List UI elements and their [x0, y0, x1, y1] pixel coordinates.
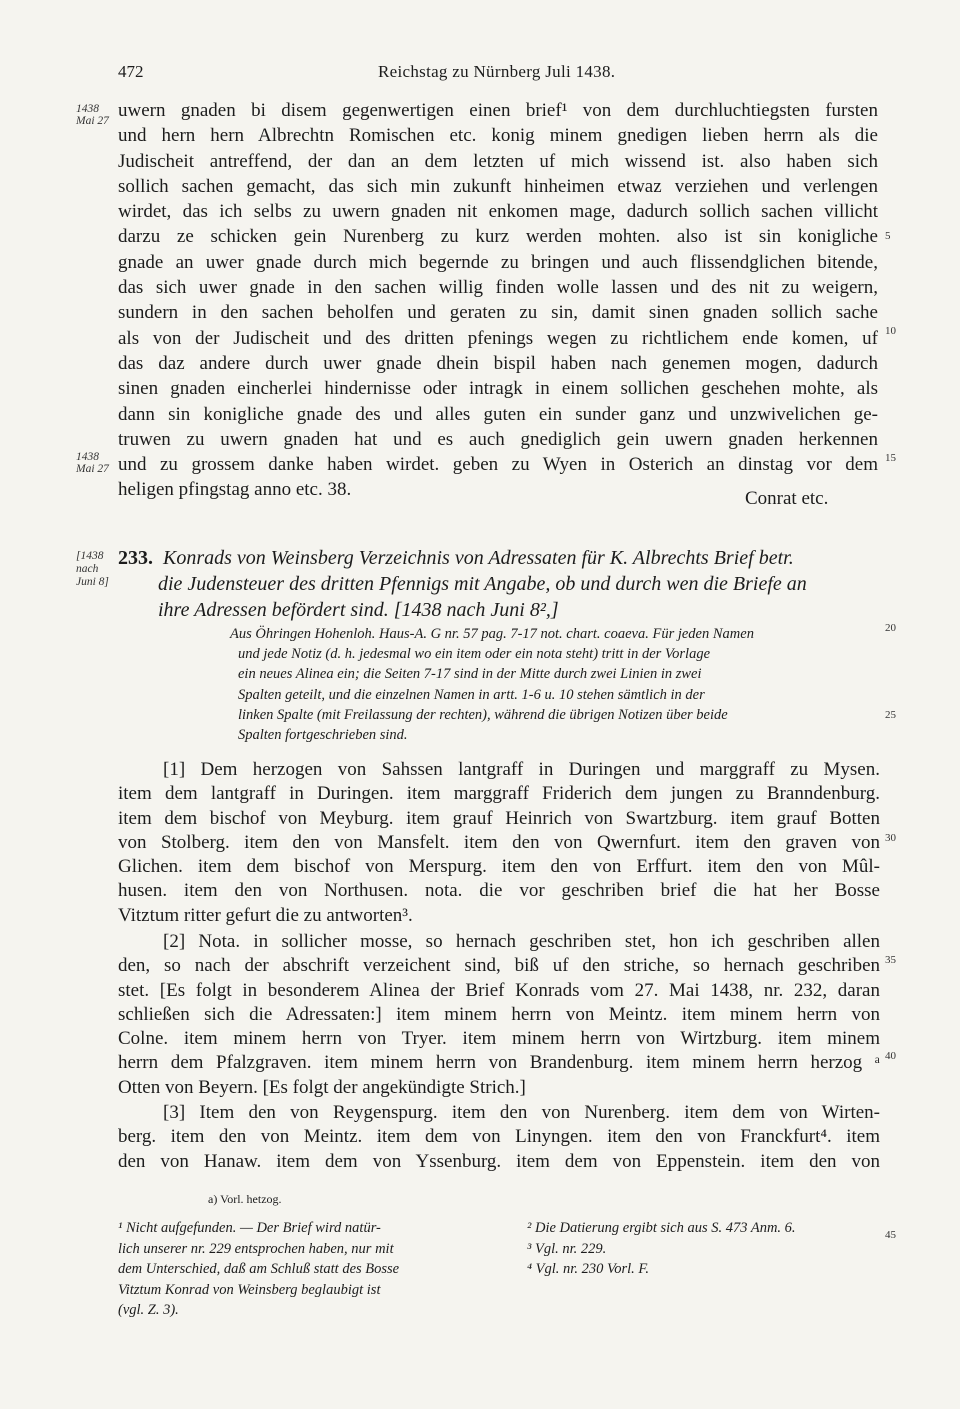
text-line: heligen pfingstag anno etc. 38.	[118, 479, 352, 501]
source-note	[230, 624, 880, 745]
text-line: den, so nach der abschrift verzeichent sind, biß uf den striche, so hernach geschriben	[118, 955, 880, 977]
paragraph-2	[118, 930, 880, 1100]
text-line: darzu ze schicken gein Nurenberg zu kurz werden mohten. also ist sin konigliche	[118, 226, 878, 248]
text-line: Vitztum ritter gefurt die zu antworten³.	[118, 904, 413, 926]
text-line: [2] Nota. in sollicher mosse, so hernach geschriben stet, hon ich geschriben allen	[163, 931, 880, 952]
line-number: 15	[885, 452, 896, 464]
footnote-line: dem Unterschied, daß am Schluß statt des Bosse	[118, 1261, 400, 1278]
line-number: 30	[885, 832, 896, 844]
page-number: 472	[118, 62, 144, 81]
footnote-line: ¹ Nicht aufgefunden. — Der Brief wird natür-	[118, 1220, 381, 1236]
heading-line: die Judensteuer des dritten Pfennigs mit Angabe, ob und durch wen die Briefe an	[158, 573, 807, 595]
text-line: als von der Judischeit und des dritten pfenings wegen zu richtlichem ende komen, uf	[118, 327, 878, 349]
text-line: [1] Dem herzogen von Sahssen lantgraff in Duringen und marggraff zu Mysen.	[163, 759, 880, 780]
heading-text: Konrads von Weinsberg Verzeichnis von Adressaten für K. Albrechts Brief betr.	[163, 547, 794, 569]
heading-line	[118, 545, 880, 571]
text-line: herrn dem Pfalzgraven. item minem herrn von Brandenburg. item minem herrn herzog ᵃ	[118, 1052, 880, 1074]
footnotes-right	[527, 1218, 887, 1280]
text-line: wirdet, das ich selbs zu uwern gnaden nit enkomen mage, dadurch sollich sachen villicht	[118, 201, 878, 223]
source-line: ein neues Alinea ein; die Seiten 7-17 sind in der Mitte durch zwei Linien in zwei	[238, 666, 702, 683]
source-line: Aus Öhringen Hohenloh. Haus-A. G nr. 57 pag. 7-17 not. chart. coaeva. Für jeden Namen	[230, 626, 754, 642]
variant-footnote: a) Vorl. hetzog.	[208, 1192, 282, 1206]
signature: Conrat etc.	[745, 488, 829, 509]
margin-date-year: 1438	[76, 451, 99, 463]
text-line: von Stolberg. item den von Mansfelt. item den von Qwernfurt. item den graven von	[118, 831, 880, 853]
paragraph-1	[118, 758, 880, 928]
text-line: und hern hern Albrechtn Romischen etc. konig minem gnedigen lieben herrn als die	[118, 125, 878, 147]
document-number: 233.	[118, 547, 153, 569]
line-number: 25	[885, 709, 896, 721]
text-line: schließen sich die Adressaten:] item minem herrn von Meintz. item minem herrn von	[118, 1003, 880, 1025]
source-line: linken Spalte (mit Freilassung der rechten), während die übrigen Notizen über beide	[238, 706, 728, 723]
source-line: Spalten fortgeschrieben sind.	[238, 727, 408, 744]
text-line: [3] Item den von Reygenspurg. item den von Nurenberg. item dem von Wirten-	[163, 1102, 880, 1123]
line-number: 45	[885, 1229, 896, 1241]
line-number: 40	[885, 1050, 896, 1062]
text-line: den von Hanaw. item dem von Yssenburg. item dem von Eppenstein. item den von	[118, 1150, 880, 1172]
document-margin-date	[76, 550, 109, 589]
margin-date-word: nach	[76, 563, 99, 575]
line-number: 20	[885, 622, 896, 634]
margin-date-bottom	[76, 451, 109, 475]
footnote-line: ³ Vgl. nr. 229.	[527, 1240, 607, 1257]
text-line: gnade an uwer gnade durch mich begernde zu bringen und auch flissendglichen bitende,	[118, 251, 878, 273]
margin-date-year: [1438	[76, 550, 104, 562]
footnotes-left	[118, 1218, 488, 1321]
running-title: Reichstag zu Nürnberg Juli 1438.	[378, 62, 616, 81]
text-line: sinen gnaden eincherlei hindernisse oder intragk in einem sollichen geschehen mohte, als	[118, 378, 878, 400]
margin-date-day: Mai 27	[76, 463, 109, 475]
text-line: das daz andere durch uwer gnade dhein bispil haben nach genemen mogen, dadurch	[118, 352, 878, 374]
paragraph-3	[118, 1101, 880, 1174]
line-number: 10	[885, 325, 896, 337]
footnote-line: Vitztum Konrad von Weinsberg beglaubigt ist	[118, 1281, 381, 1298]
text-line: Glichen. item dem bischof von Merspurg. item den von Erffurt. item den von Mûl-	[118, 856, 880, 878]
text-line: stet. [Es folgt in besonderem Alinea der Brief Konrads vom 27. Mai 1438, nr. 232, daran	[118, 979, 880, 1001]
footnote-line: ⁴ Vgl. nr. 230 Vorl. F.	[527, 1261, 649, 1278]
heading-line: ihre Adressen befördert sind. [1438 nach Juni 8²,]	[158, 599, 559, 621]
text-line: berg. item den von Meintz. item dem von Linyngen. item den von Franckfurt⁴. item	[118, 1126, 880, 1148]
text-line: husen. item den von Northusen. nota. die vor geschriben brief die hat her Bosse	[118, 880, 880, 902]
text-line: und zu grossem danke haben wirdet. geben zu Wyen in Osterich an dinstag vor dem	[118, 454, 878, 476]
footnote-line: ² Die Datierung ergibt sich aus S. 473 Anm. 6.	[527, 1220, 796, 1236]
source-line: Spalten geteilt, und die einzelnen Namen in artt. 1-6 u. 10 stehen sämtlich in der	[238, 686, 705, 703]
text-line: dann sin konigliche gnade des und alles guten ein sunder ganz und unzwivelichen ge-	[118, 403, 878, 425]
line-number: 35	[885, 954, 896, 966]
text-line: sollich sachen gemacht, das sich min zukunft hinheimen etwaz verziehen und verlengen	[118, 175, 878, 197]
footnote-line: (vgl. Z. 3).	[118, 1302, 179, 1319]
line-number: 5	[885, 230, 891, 242]
margin-date-top	[76, 103, 109, 127]
footnote-line: lich unserer nr. 229 entsprochen haben, nur mit	[118, 1240, 394, 1257]
text-line: Judischeit antreffend, der dan an dem letzten uf mich wissend ist. also haben sich	[118, 150, 878, 172]
margin-date-year: 1438	[76, 103, 99, 115]
text-line: item dem bischof von Meyburg. item grauf Heinrich von Swartzburg. item grauf Botten	[118, 807, 880, 829]
text-line: Colne. item minem herrn von Tryer. item minem herrn von Wirtzburg. item minem	[118, 1028, 880, 1050]
margin-date-day: Mai 27	[76, 115, 109, 127]
text-line: Otten von Beyern. [Es folgt der angekündigte Strich.]	[118, 1076, 526, 1098]
text-line: das sich uwer gnade in den sachen willig finden wolle lassen und des nit zu weigern,	[118, 277, 878, 299]
document-heading	[118, 545, 880, 623]
text-line: sundern in den sachen beholfen und geraten zu sin, damit sinen gnaden sollich sache	[118, 302, 878, 324]
margin-date-day: Juni 8]	[76, 576, 109, 588]
text-line: truwen zu uwern gnaden hat und es auch gnediglich gein uwern gnaden herkennen	[118, 428, 878, 450]
text-line: uwern gnaden bi disem gegenwertigen einen brief¹ von dem durchluchtiegsten fursten	[118, 100, 878, 121]
text-line: item dem lantgraff in Duringen. item marggraff Friderich dem jungen zu Branndenburg.	[118, 783, 880, 805]
source-line: und jede Notiz (d. h. jedesmal wo ein item oder ein nota steht) tritt in der Vorlage	[238, 646, 711, 663]
letter-body	[118, 98, 878, 503]
